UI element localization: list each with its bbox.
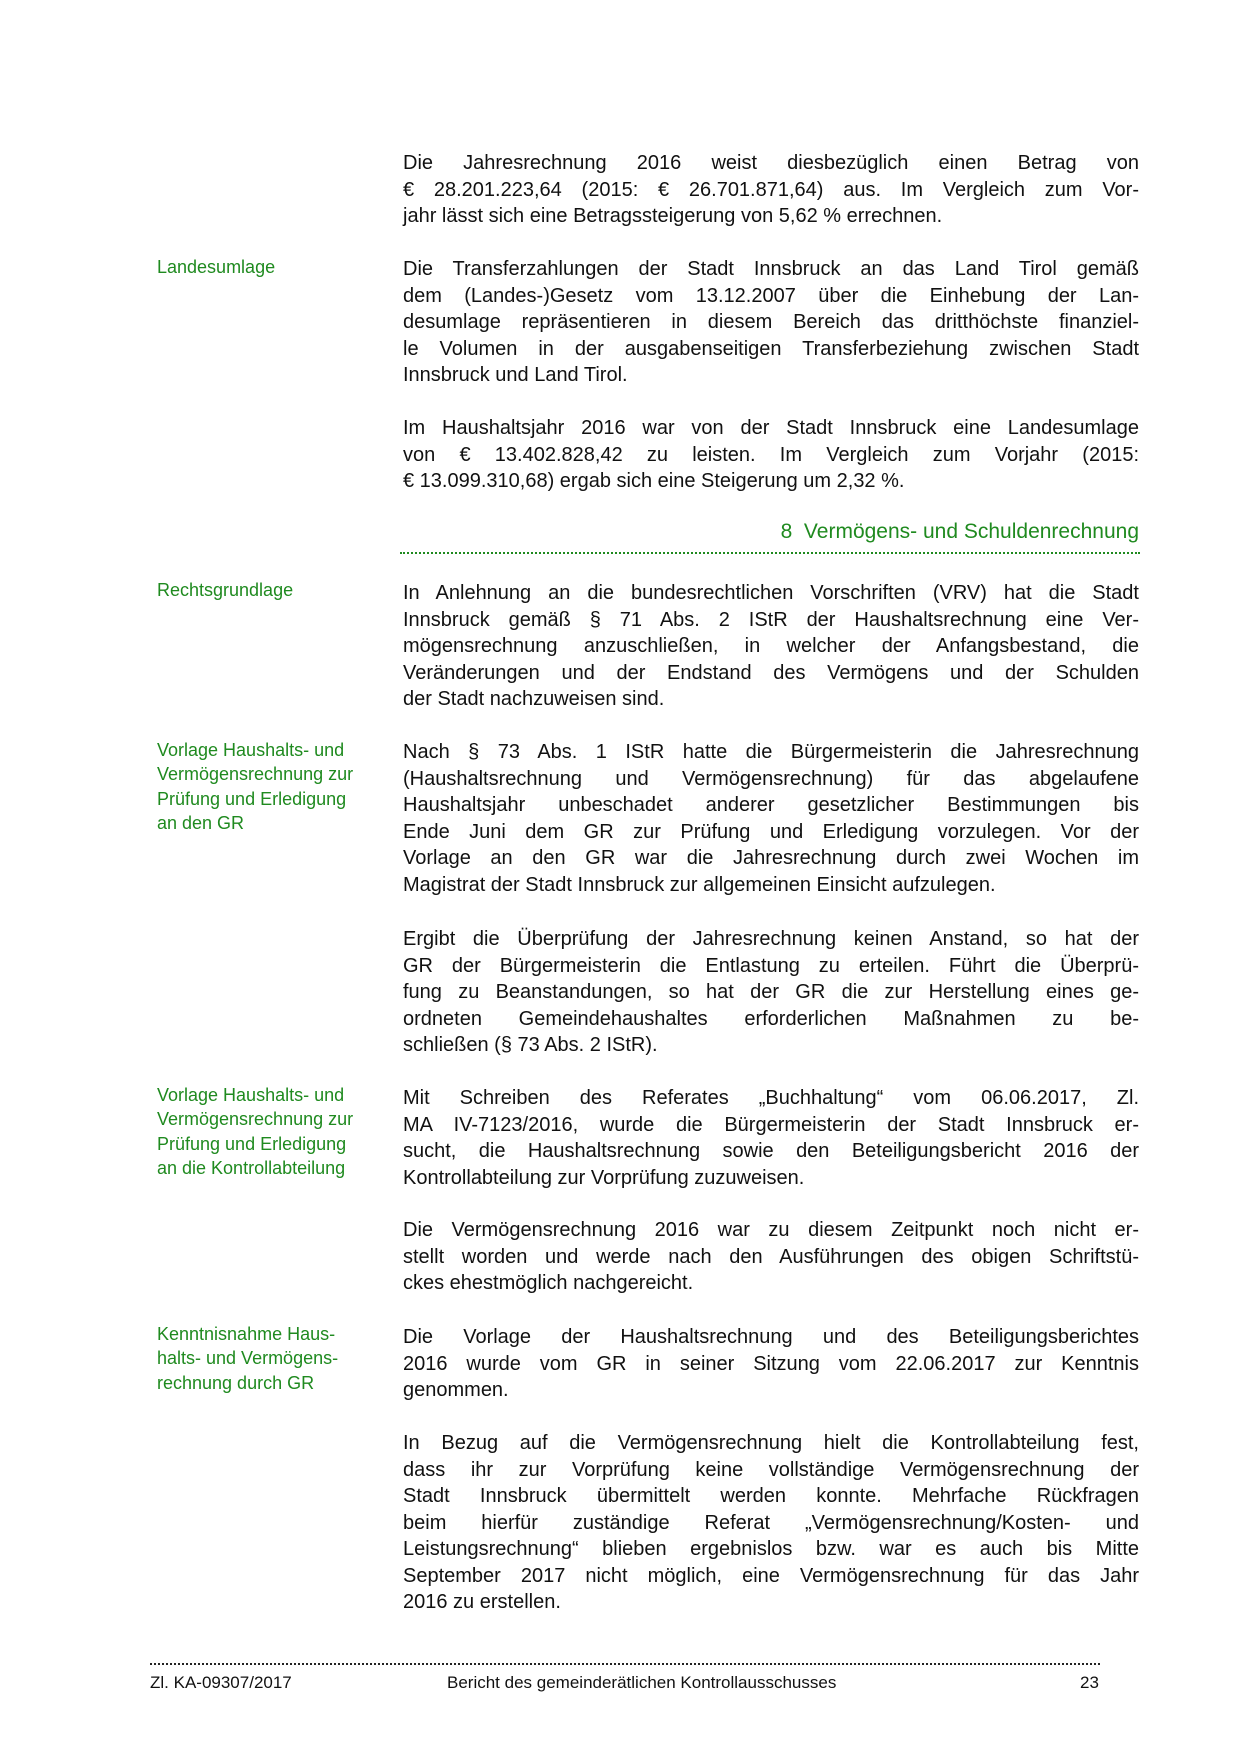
text-line: 2016 zu erstellen.: [403, 1591, 561, 1613]
margin-label: [157, 738, 397, 835]
margin-label: [157, 1322, 397, 1395]
margin-label: [157, 255, 397, 279]
text-line: GR der Bürgermeisterin die Entlastung zu erteilen. Führt die Überprü-: [403, 954, 1139, 977]
paragraph: [403, 1324, 1139, 1404]
text-line: MA IV-7123/2016, wurde die Bürgermeisterin der Stadt Innsbruck er-: [403, 1113, 1139, 1136]
text-line: Mit Schreiben des Referates „Buchhaltung“ vom 06.06.2017, Zl.: [403, 1087, 1139, 1109]
paragraph: [403, 415, 1139, 495]
text-line: Kontrollabteilung zur Vorprüfung zuzuweisen.: [403, 1166, 805, 1189]
text-line: Prüfung und Erledigung: [157, 1133, 347, 1154]
text-line: Kenntnisnahme Haus-: [157, 1324, 336, 1344]
margin-label: [157, 578, 397, 602]
paragraph: [403, 1217, 1139, 1297]
footer-title: Bericht des gemeinderätlichen Kontrollausschusses: [447, 1673, 837, 1692]
text-line: desumlage repräsentieren in diesem Bereich das dritthöchste finanziel-: [403, 311, 1139, 333]
text-line: halts- und Vermögens-: [157, 1348, 339, 1369]
text-line: Ergibt die Überprüfung der Jahresrechnung keinen Anstand, so hat der: [403, 928, 1139, 950]
text-line: an die Kontrollabteilung: [157, 1157, 346, 1178]
text-line: Vorlage Haushalts- und: [157, 740, 345, 760]
text-line: € 13.099.310,68) ergab sich eine Steigerung um 2,32 %.: [403, 470, 905, 492]
text-line: Die Transferzahlungen der Stadt Innsbruck an das Land Tirol gemäß: [403, 258, 1139, 280]
text-line: Innsbruck gemäß § 71 Abs. 2 IStR der Haushaltsrechnung eine Ver-: [403, 608, 1139, 631]
text-line: Die Jahresrechnung 2016 weist diesbezüglich einen Betrag von: [403, 152, 1139, 174]
text-line: Nach § 73 Abs. 1 IStR hatte die Bürgermeisterin die Jahresrechnung: [403, 741, 1139, 763]
paragraph: [403, 256, 1139, 389]
text-line: von € 13.402.828,42 zu leisten. Im Vergleich zum Vorjahr (2015:: [403, 443, 1139, 466]
text-line: Landesumlage: [157, 257, 276, 277]
footer-reference: Zl. KA-09307/2017: [150, 1673, 292, 1692]
text-line: 2016 wurde vom GR in seiner Sitzung vom 22.06.2017 zur Kenntnis: [403, 1352, 1139, 1375]
text-line: dem (Landes-)Gesetz vom 13.12.2007 über die Einhebung der Lan-: [403, 284, 1139, 307]
text-line: Magistrat der Stadt Innsbruck zur allgemeinen Einsicht aufzulegen.: [403, 873, 996, 896]
text-line: Veränderungen und der Endstand des Vermögens und der Schulden: [403, 661, 1139, 684]
text-line: le Volumen in der ausgabenseitigen Transferbeziehung zwischen Stadt: [403, 337, 1139, 360]
text-line: Die Vermögensrechnung 2016 war zu diesem Zeitpunkt noch nicht er-: [403, 1219, 1139, 1241]
text-line: In Bezug auf die Vermögensrechnung hielt die Kontrollabteilung fest,: [403, 1432, 1139, 1454]
text-line: fung zu Beanstandungen, so hat der GR die zur Herstellung eines ge-: [403, 981, 1139, 1003]
text-line: Vorlage an den GR war die Jahresrechnung durch zwei Wochen im: [403, 847, 1139, 869]
paragraph: [403, 926, 1139, 1059]
text-line: sucht, die Haushaltsrechnung sowie den Beteiligungsbericht 2016 der: [403, 1140, 1139, 1162]
text-line: Vermögensrechnung zur: [157, 764, 354, 785]
text-line: Die Vorlage der Haushaltsrechnung und des Beteiligungsberichtes: [403, 1326, 1139, 1348]
text-line: Leistungsrechnung“ blieben ergebnislos bzw. war es auch bis Mitte: [403, 1538, 1139, 1560]
text-line: ordneten Gemeindehaushaltes erforderlichen Maßnahmen zu be-: [403, 1007, 1139, 1030]
text-line: jahr lässt sich eine Betragssteigerung von 5,62 % errechnen.: [403, 205, 943, 227]
text-line: In Anlehnung an die bundesrechtlichen Vorschriften (VRV) hat die Stadt: [403, 582, 1139, 604]
text-line: (Haushaltsrechnung und Vermögensrechnung) für das abgelaufene: [403, 767, 1139, 790]
text-line: Rechtsgrundlage: [157, 580, 294, 600]
text-line: der Stadt nachzuweisen sind.: [403, 688, 665, 710]
paragraph: [403, 1085, 1139, 1191]
text-line: ckes ehestmöglich nachgereicht.: [403, 1272, 694, 1294]
text-line: Innsbruck und Land Tirol.: [403, 364, 628, 386]
footer-divider: [150, 1663, 1100, 1665]
paragraph: [403, 580, 1139, 713]
text-line: rechnung durch GR: [157, 1372, 315, 1393]
page-number: 23: [1080, 1673, 1099, 1692]
text-line: Im Haushaltsjahr 2016 war von der Stadt Innsbruck eine Landesumlage: [403, 417, 1139, 439]
paragraph: [403, 739, 1139, 898]
paragraph: [403, 150, 1139, 230]
text-line: Prüfung und Erledigung: [157, 788, 347, 809]
text-line: Stadt Innsbruck übermittelt werden konnte. Mehrfache Rückfragen: [403, 1485, 1139, 1507]
text-line: mögensrechnung anzuschließen, in welcher der Anfangsbestand, die: [403, 635, 1139, 657]
text-line: schließen (§ 73 Abs. 2 IStR).: [403, 1034, 658, 1056]
text-line: an den GR: [157, 812, 245, 833]
text-line: dass ihr zur Vorprüfung keine vollständige Vermögensrechnung der: [403, 1458, 1139, 1481]
text-line: Haushaltsjahr unbeschadet anderer gesetzlicher Bestimmungen bis: [403, 794, 1139, 816]
text-line: September 2017 nicht möglich, eine Vermögensrechnung für das Jahr: [403, 1564, 1139, 1587]
text-line: Vermögensrechnung zur: [157, 1109, 354, 1130]
text-line: stellt worden und werde nach den Ausführungen des obigen Schriftstü-: [403, 1245, 1139, 1268]
text-line: genommen.: [403, 1379, 509, 1401]
text-line: Vorlage Haushalts- und: [157, 1085, 345, 1105]
margin-label: [157, 1083, 397, 1180]
text-line: beim hierfür zuständige Referat „Vermögensrechnung/Kosten- und: [403, 1511, 1139, 1534]
text-line: Ende Juni dem GR zur Prüfung und Erledigung vorzulegen. Vor der: [403, 820, 1139, 843]
paragraph: [403, 1430, 1139, 1616]
heading-divider: [400, 552, 1140, 554]
section-heading: 8 Vermögens- und Schuldenrechnung: [780, 520, 1139, 543]
text-line: € 28.201.223,64 (2015: € 26.701.871,64) aus. Im Vergleich zum Vor-: [403, 178, 1139, 201]
